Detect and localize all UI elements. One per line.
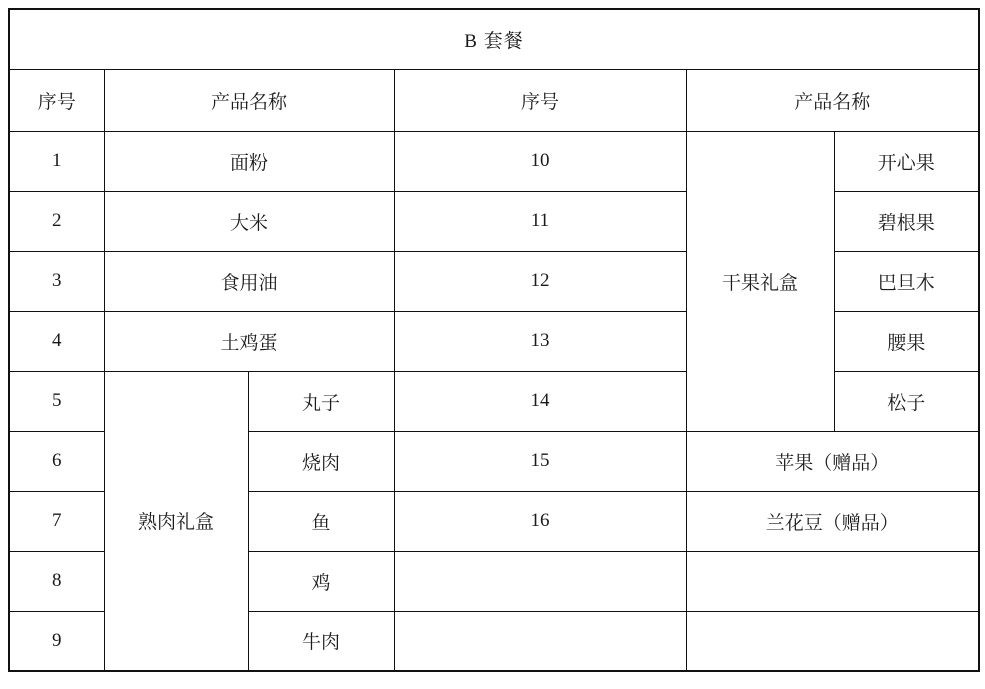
seq-cell: 11 <box>394 191 686 251</box>
header-name-right: 产品名称 <box>686 69 979 131</box>
set-meal-table <box>8 8 980 672</box>
product-cell-empty <box>686 551 979 611</box>
product-cell: 巴旦木 <box>834 251 979 311</box>
seq-cell: 9 <box>9 611 104 671</box>
product-cell: 腰果 <box>834 311 979 371</box>
product-cell: 鱼 <box>248 491 394 551</box>
product-cell: 兰花豆（赠品） <box>686 491 979 551</box>
seq-cell: 12 <box>394 251 686 311</box>
document-page <box>0 8 985 689</box>
product-cell: 鸡 <box>248 551 394 611</box>
table-title: B 套餐 <box>9 9 979 69</box>
product-cell: 食用油 <box>104 251 394 311</box>
gift-box-cell-cooked-meat: 熟肉礼盒 <box>104 371 248 671</box>
seq-cell: 10 <box>394 131 686 191</box>
table-row <box>9 131 979 191</box>
seq-cell: 4 <box>9 311 104 371</box>
product-cell: 苹果（赠品） <box>686 431 979 491</box>
table-row-title <box>9 9 979 69</box>
seq-cell: 13 <box>394 311 686 371</box>
product-cell-empty <box>686 611 979 671</box>
table-row <box>9 371 979 431</box>
seq-cell: 2 <box>9 191 104 251</box>
gift-box-cell-dried-fruit: 干果礼盒 <box>686 131 834 431</box>
seq-cell: 6 <box>9 431 104 491</box>
seq-cell: 16 <box>394 491 686 551</box>
product-cell: 牛肉 <box>248 611 394 671</box>
seq-cell: 15 <box>394 431 686 491</box>
table-row-header <box>9 69 979 131</box>
product-cell: 开心果 <box>834 131 979 191</box>
table-row <box>9 191 979 251</box>
table-row <box>9 251 979 311</box>
seq-cell: 3 <box>9 251 104 311</box>
product-cell: 烧肉 <box>248 431 394 491</box>
product-cell: 大米 <box>104 191 394 251</box>
product-cell: 碧根果 <box>834 191 979 251</box>
seq-cell: 5 <box>9 371 104 431</box>
seq-cell-empty <box>394 611 686 671</box>
product-cell: 松子 <box>834 371 979 431</box>
seq-cell: 7 <box>9 491 104 551</box>
seq-cell-empty <box>394 551 686 611</box>
product-cell: 面粉 <box>104 131 394 191</box>
seq-cell: 8 <box>9 551 104 611</box>
product-cell: 土鸡蛋 <box>104 311 394 371</box>
header-seq-right: 序号 <box>394 69 686 131</box>
seq-cell: 14 <box>394 371 686 431</box>
header-name-left: 产品名称 <box>104 69 394 131</box>
seq-cell: 1 <box>9 131 104 191</box>
header-seq-left: 序号 <box>9 69 104 131</box>
product-cell: 丸子 <box>248 371 394 431</box>
table-row <box>9 311 979 371</box>
